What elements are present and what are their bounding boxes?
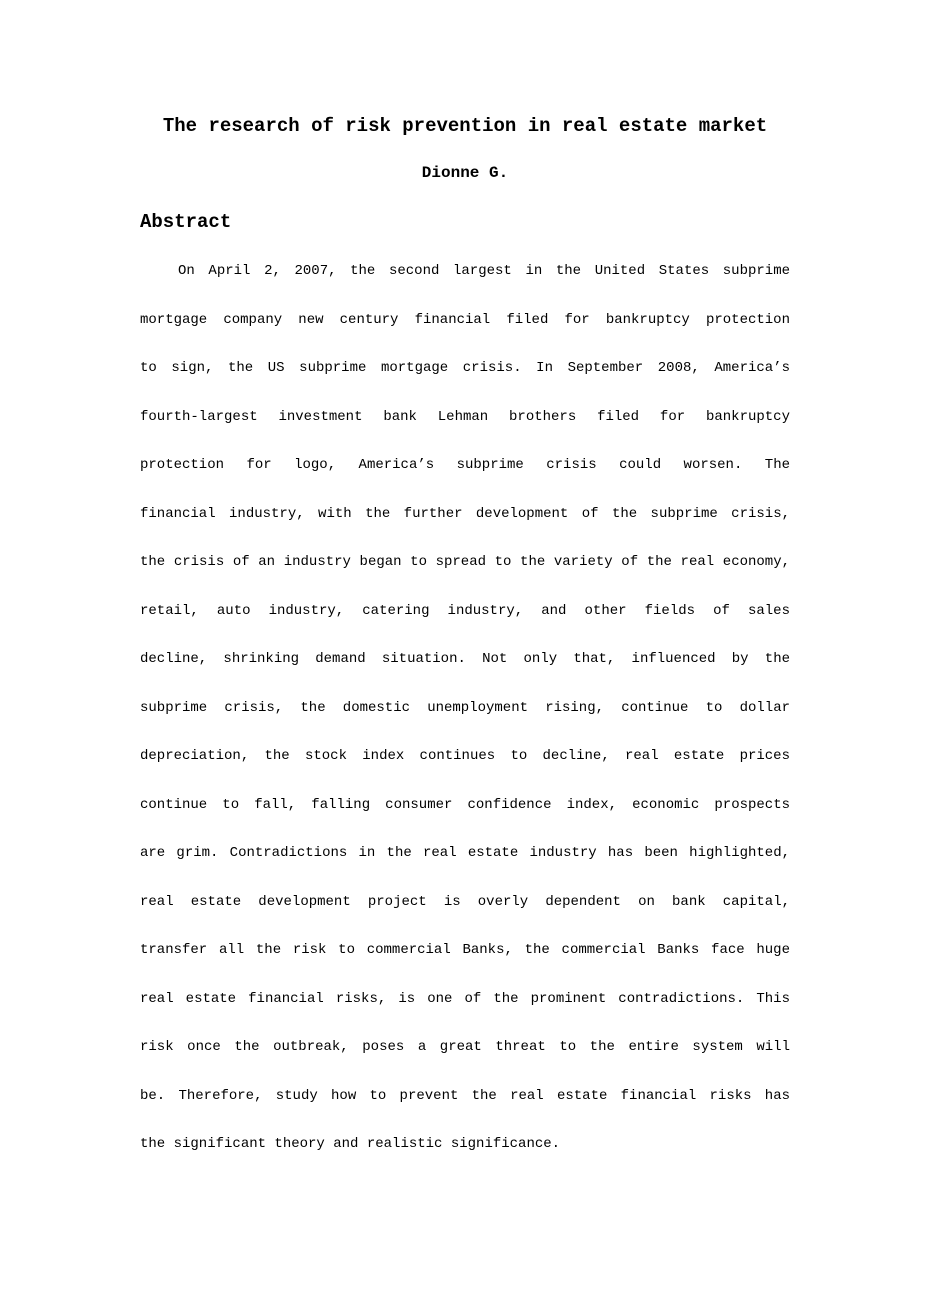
abstract-line: the significant theory and realistic significance. (140, 1136, 561, 1152)
abstract-line: real estate development project is overly dependent on bank capital, (140, 893, 790, 910)
abstract-line: transfer all the risk to commercial Banks, the commercial Banks face huge (140, 942, 790, 958)
abstract-line: retail, auto industry, catering industry, and other fields of sales (140, 602, 790, 619)
abstract-line: depreciation, the stock index continues to decline, real estate prices (140, 748, 790, 764)
abstract-line: protection for logo, America’s subprime crisis could worsen. The (140, 457, 790, 473)
abstract-line: the crisis of an industry began to spread to the variety of the real economy, (140, 554, 790, 570)
abstract-line: are grim. Contradictions in the real estate industry has been highlighted, (140, 845, 790, 861)
abstract-heading: Abstract (140, 211, 232, 233)
abstract-line: be. Therefore, study how to prevent the real estate financial risks has (140, 1087, 790, 1104)
abstract-line: mortgage company new century financial filed for bankruptcy protection (140, 311, 790, 328)
abstract-line: fourth-largest investment bank Lehman brothers filed for bankruptcy (140, 408, 790, 425)
author-name: Dionne G. (421, 164, 509, 182)
abstract-line: risk once the outbreak, poses a great threat to the entire system will (140, 1039, 790, 1055)
abstract-line: continue to fall, falling consumer confidence index, economic prospects (140, 796, 790, 813)
abstract-paragraph (140, 247, 790, 1169)
abstract-line: financial industry, with the further development of the subprime crisis, (140, 505, 790, 522)
document-title: The research of risk prevention in real estate market (162, 115, 768, 137)
abstract-line: decline, shrinking demand situation. Not only that, influenced by the (140, 651, 790, 667)
abstract-line: real estate financial risks, is one of the prominent contradictions. This (140, 990, 790, 1007)
abstract-line: to sign, the US subprime mortgage crisis. In September 2008, America’s (140, 360, 790, 376)
abstract-line: On April 2, 2007, the second largest in the United States subprime (178, 263, 790, 279)
abstract-line: subprime crisis, the domestic unemployment rising, continue to dollar (140, 699, 790, 716)
